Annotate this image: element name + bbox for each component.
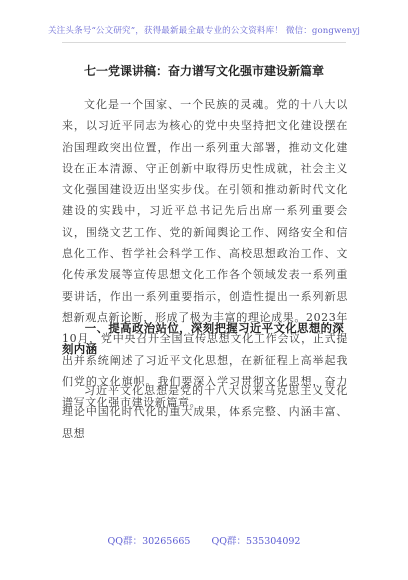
section-heading-1: 一、提高政治站位，深刻把握习近平文化思想的深刻内涵 bbox=[62, 321, 345, 356]
body-paragraph-section-1: 习近平文化思想是党的十八大以来马克思主义文化理论中国化时代化的重大成果，体系完整、内涵丰富、思想 bbox=[62, 384, 348, 440]
body-paragraph-intro: 文化是一个国家、一个民族的灵魂。党的十八大以来，以习近平同志为核心的党中央坚持把文化建设摆在治国理政突出位置，作出一系列重大部署，推动文化建设在正本清源、守正创新中取得历史性成就，社会主义文化强国建设迈出坚实步伐。在引领和推动新时代文化建设的实践中，习近平总书记先后出席一系列重要会议，围绕文艺工作、党的新闻舆论工作、网络安全和信息化工作、哲学社会科学工作、高校思想政治工作、文化传承发展等宣传思想文化工作各个领域发表一系列重要讲话，作出一系列重要指示，创造性提出一系列新思想新观点新论断，形成了极为丰富的理论成果。2023年10月，党中央召开全国宣传思想文化工作会议，正式提出并系统阐述了习近平文化思想，在新征程上高举起我们党的文化旗帜。我们要深入学习贯彻文化思想，奋力谱写文化强市建设新篇章。 bbox=[62, 98, 348, 410]
header-note: 关注头条号“公文研究”，获得最新最全最专业的公文资料库！ 微信：gongwenyj bbox=[47, 26, 361, 36]
footer-contact bbox=[0, 533, 408, 547]
footer-qq-group-1: QQ群：30265665 bbox=[107, 536, 191, 547]
header-divider bbox=[62, 42, 346, 43]
footer-qq-group-2: QQ群：535304092 bbox=[211, 536, 301, 547]
document-title: 七一党课讲稿：奋力谱写文化强市建设新篇章 bbox=[83, 64, 324, 78]
